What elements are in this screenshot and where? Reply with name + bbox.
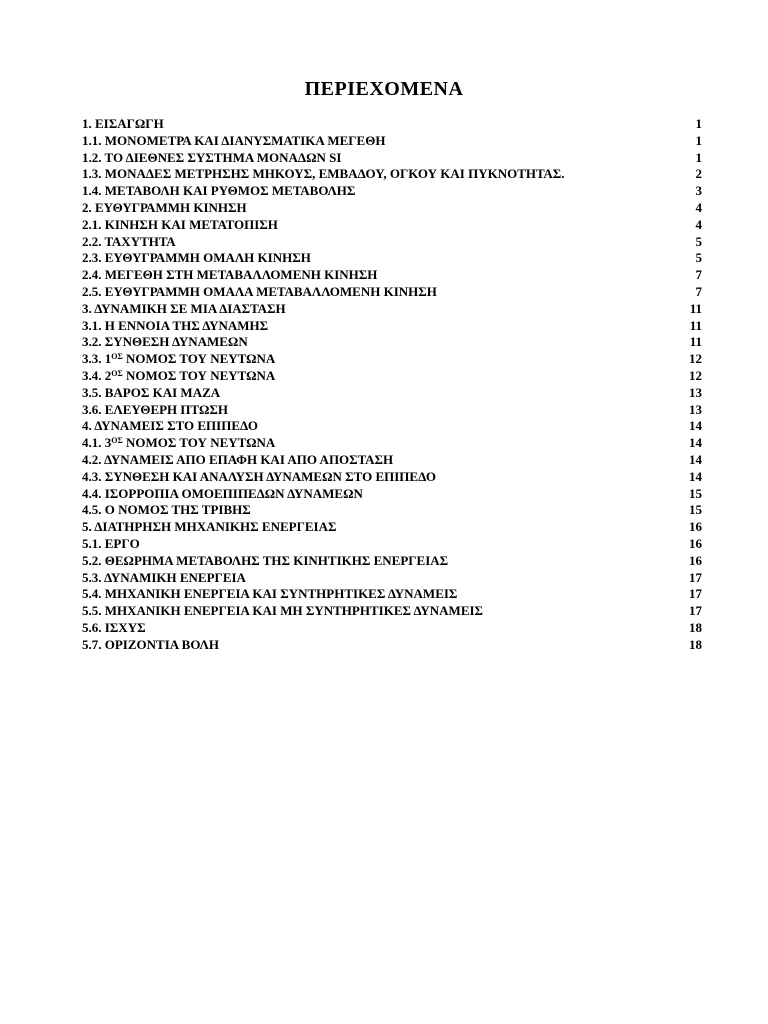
toc-entry-page-number: 12 xyxy=(689,351,702,367)
toc-entry-page-number: 5 xyxy=(695,250,702,266)
toc-entry xyxy=(82,586,702,603)
toc-entry-title: 3.2. ΣΥΝΘΕΣΗ ΔΥΝΑΜΕΩΝ xyxy=(82,334,248,350)
toc-entry-page-number: 15 xyxy=(689,502,702,518)
toc-entry-page-number: 1 xyxy=(695,132,702,148)
toc-entry-page-number: 17 xyxy=(689,586,702,602)
toc-entry xyxy=(82,553,702,570)
toc-entry-title: 2.2. ΤΑΧΥΤΗΤΑ xyxy=(82,233,176,249)
toc-entry xyxy=(82,469,702,486)
toc-entry-title: 3.5. ΒΑΡΟΣ ΚΑΙ ΜΑΖΑ xyxy=(82,384,221,400)
toc-entry-page-number: 14 xyxy=(689,468,702,484)
toc-entry-page-number: 12 xyxy=(689,367,702,383)
toc-entry-ordinal-superscript: ΟΣ xyxy=(111,368,123,378)
toc-entry-page-number: 1 xyxy=(695,116,702,131)
toc-entry xyxy=(82,435,702,452)
toc-entry-title xyxy=(82,351,275,368)
toc-entry-title xyxy=(82,435,275,452)
toc-entry xyxy=(82,486,702,503)
toc-entry-title: 1. ΕΙΣΑΓΩΓΗ xyxy=(82,116,164,131)
toc-entry xyxy=(82,133,702,150)
toc-entry xyxy=(82,217,702,234)
toc-entry-title: 5.1. ΕΡΓΟ xyxy=(82,535,140,551)
toc-entry xyxy=(82,150,702,167)
toc-entry xyxy=(82,351,702,368)
toc-entry xyxy=(82,418,702,435)
toc-entry xyxy=(82,402,702,419)
toc-entry-title: 1.1. ΜΟΝΟΜΕΤΡΑ ΚΑΙ ΔΙΑΝΥΣΜΑΤΙΚΑ ΜΕΓΕΘΗ xyxy=(82,132,386,148)
toc-entry-page-number: 16 xyxy=(689,552,702,568)
toc-entry-page-number: 16 xyxy=(689,535,702,551)
toc-entry-title: 1.3. ΜΟΝΑΔΕΣ ΜΕΤΡΗΣΗΣ ΜΗΚΟΥΣ, ΕΜΒΑΔΟΥ, ΟΓΚΟΥ ΚΑΙ ΠΥΚΝΟΤΗΤΑΣ. xyxy=(82,166,565,182)
toc-entry-page-number: 18 xyxy=(689,619,702,635)
toc-entry-title: 5.2. ΘΕΩΡΗΜΑ ΜΕΤΑΒΟΛΗΣ ΤΗΣ ΚΙΝΗΤΙΚΗΣ ΕΝΕΡΓΕΙΑΣ xyxy=(82,552,449,568)
toc-entry-page-number: 16 xyxy=(689,519,702,535)
toc-entry xyxy=(82,183,702,200)
toc-entry xyxy=(82,284,702,301)
toc-entry xyxy=(82,166,702,183)
page-title: ΠΕΡΙΕΧΟΜΕΝΑ xyxy=(304,78,464,100)
toc-entry-title-prefix: 3.3. 1 xyxy=(82,351,112,367)
toc-entry xyxy=(82,318,702,335)
toc-entry xyxy=(82,452,702,469)
toc-entry xyxy=(82,334,702,351)
toc-entry-title: 3.1. Η ΕΝΝΟΙΑ ΤΗΣ ΔΥΝΑΜΗΣ xyxy=(82,317,269,333)
toc-entry-title: 4.5. Ο ΝΟΜΟΣ ΤΗΣ ΤΡΙΒΗΣ xyxy=(82,502,251,518)
toc-entry-title-suffix: ΝΟΜΟΣ ΤΟΥ ΝΕΥΤΩΝΑ xyxy=(122,435,276,451)
toc-entry-page-number: 3 xyxy=(695,183,702,199)
toc-entry xyxy=(82,502,702,519)
toc-entry-title-suffix: ΝΟΜΟΣ ΤΟΥ ΝΕΥΤΩΝΑ xyxy=(122,367,276,383)
toc-entry-page-number: 17 xyxy=(689,569,702,585)
toc-entry xyxy=(82,385,702,402)
toc-entry xyxy=(82,620,702,637)
toc-entry-ordinal-superscript: ΟΣ xyxy=(111,436,123,446)
toc-entry xyxy=(82,603,702,620)
toc-entry-page-number: 11 xyxy=(689,334,702,350)
toc-entry-title: 4.3. ΣΥΝΘΕΣΗ ΚΑΙ ΑΝΑΛΥΣΗ ΔΥΝΑΜΕΩΝ ΣΤΟ ΕΠΙΠΕΔΟ xyxy=(82,468,437,484)
toc-entry xyxy=(82,116,702,133)
toc-entry-title: 4.2. ΔΥΝΑΜΕΙΣ ΑΠΟ ΕΠΑΦΗ ΚΑΙ ΑΠΟ ΑΠΟΣΤΑΣΗ xyxy=(82,451,394,467)
toc-entry xyxy=(82,200,702,217)
toc-entry-page-number: 2 xyxy=(695,166,702,182)
toc-entry-page-number: 7 xyxy=(695,267,702,283)
toc-entry-page-number: 17 xyxy=(689,603,702,619)
toc-entry xyxy=(82,519,702,536)
toc-entry-page-number: 4 xyxy=(695,199,702,215)
toc-entry-page-number: 1 xyxy=(695,149,702,165)
toc-entry xyxy=(82,301,702,318)
toc-entry-page-number: 14 xyxy=(689,451,702,467)
toc-entry xyxy=(82,368,702,385)
toc-entry-title: 2.4. ΜΕΓΕΘΗ ΣΤΗ ΜΕΤΑΒΑΛΛΟΜΕΝΗ ΚΙΝΗΣΗ xyxy=(82,267,378,283)
toc-entry xyxy=(82,250,702,267)
toc-entry-title: 5.5. ΜΗΧΑΝΙΚΗ ΕΝΕΡΓΕΙΑ ΚΑΙ ΜΗ ΣΥΝΤΗΡΗΤΙΚΕΣ ΔΥΝΑΜΕΙΣ xyxy=(82,603,484,619)
toc-entry-title-prefix: 3.4. 2 xyxy=(82,367,112,383)
toc-entry-ordinal-superscript: ΟΣ xyxy=(111,352,123,362)
toc-entry-title-suffix: ΝΟΜΟΣ ΤΟΥ ΝΕΥΤΩΝΑ xyxy=(122,351,276,367)
table-of-contents xyxy=(82,116,702,654)
toc-entry-page-number: 11 xyxy=(689,317,702,333)
toc-entry-title: 5. ΔΙΑΤΗΡΗΣΗ ΜΗΧΑΝΙΚΗΣ ΕΝΕΡΓΕΙΑΣ xyxy=(82,519,337,535)
toc-entry xyxy=(82,570,702,587)
toc-entry-title: 2. ΕΥΘΥΓΡΑΜΜΗ ΚΙΝΗΣΗ xyxy=(82,199,247,215)
toc-entry xyxy=(82,234,702,251)
toc-entry-title-prefix: 4.1. 3 xyxy=(82,435,112,451)
toc-entry-page-number: 15 xyxy=(689,485,702,501)
toc-entry-title: 4.4. ΙΣΟΡΡΟΠΙΑ ΟΜΟΕΠΙΠΕΔΩΝ ΔΥΝΑΜΕΩΝ xyxy=(82,485,363,501)
toc-entry-title: 5.7. ΟΡΙΖΟΝΤΙΑ ΒΟΛΗ xyxy=(82,636,219,652)
toc-entry-title: 4. ΔΥΝΑΜΕΙΣ ΣΤΟ ΕΠΙΠΕΔΟ xyxy=(82,418,258,434)
toc-entry-title: 3. ΔΥΝΑΜΙΚΗ ΣΕ ΜΙΑ ΔΙΑΣΤΑΣΗ xyxy=(82,300,286,316)
toc-entry-title: 5.3. ΔΥΝΑΜΙΚΗ ΕΝΕΡΓΕΙΑ xyxy=(82,569,246,585)
toc-entry-page-number: 18 xyxy=(689,636,702,652)
toc-entry-title: 5.6. ΙΣΧΥΣ xyxy=(82,619,146,635)
toc-entry-title: 1.4. ΜΕΤΑΒΟΛΗ ΚΑΙ ΡΥΘΜΟΣ ΜΕΤΑΒΟΛΗΣ xyxy=(82,183,356,199)
toc-entry-page-number: 14 xyxy=(689,418,702,434)
toc-entry-title xyxy=(82,368,275,385)
toc-entry-title: 1.2. ΤΟ ΔΙΕΘΝΕΣ ΣΥΣΤΗΜΑ ΜΟΝΑΔΩΝ SI xyxy=(82,149,342,165)
toc-entry xyxy=(82,637,702,654)
toc-entry-page-number: 13 xyxy=(689,401,702,417)
toc-entry-page-number: 13 xyxy=(689,384,702,400)
toc-entry-page-number: 4 xyxy=(695,216,702,232)
toc-entry-page-number: 11 xyxy=(689,300,702,316)
toc-entry-page-number: 7 xyxy=(695,283,702,299)
toc-entry xyxy=(82,536,702,553)
toc-entry-title: 2.5. ΕΥΘΥΓΡΑΜΜΗ ΟΜΑΛΑ ΜΕΤΑΒΑΛΛΟΜΕΝΗ ΚΙΝΗΣΗ xyxy=(82,283,437,299)
toc-entry xyxy=(82,267,702,284)
toc-entry-title: 5.4. ΜΗΧΑΝΙΚΗ ΕΝΕΡΓΕΙΑ ΚΑΙ ΣΥΝΤΗΡΗΤΙΚΕΣ ΔΥΝΑΜΕΙΣ xyxy=(82,586,458,602)
toc-entry-title: 3.6. ΕΛΕΥΘΕΡΗ ΠΤΩΣΗ xyxy=(82,401,228,417)
toc-entry-title: 2.3. ΕΥΘΥΓΡΑΜΜΗ ΟΜΑΛΗ ΚΙΝΗΣΗ xyxy=(82,250,311,266)
toc-entry-title: 2.1. ΚΙΝΗΣΗ ΚΑΙ ΜΕΤΑΤΟΠΙΣΗ xyxy=(82,216,278,232)
toc-entry-page-number: 14 xyxy=(689,435,702,451)
toc-entry-page-number: 5 xyxy=(695,233,702,249)
